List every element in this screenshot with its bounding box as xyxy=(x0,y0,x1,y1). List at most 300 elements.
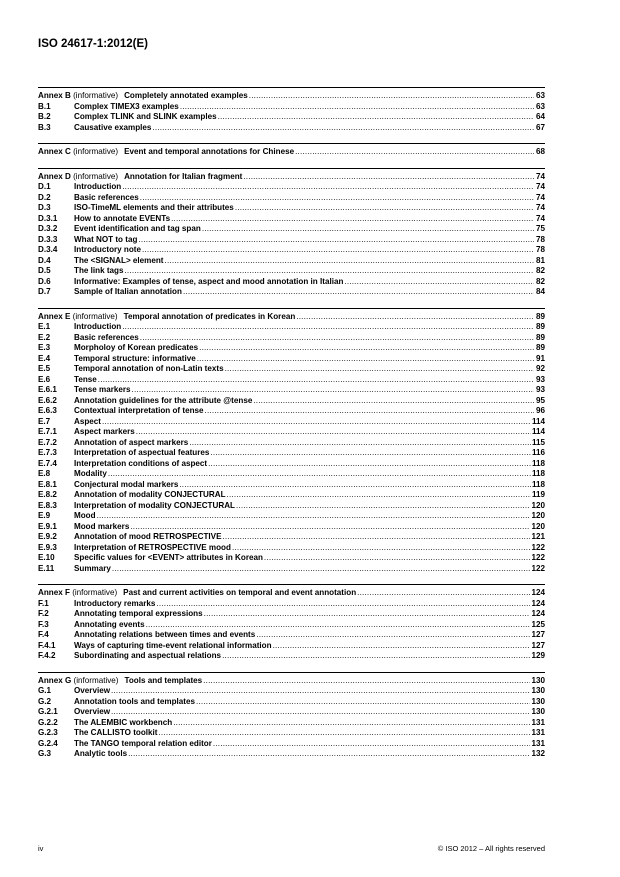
page-number: 120 xyxy=(531,500,545,510)
toc-entry[interactable] xyxy=(38,501,545,512)
annex-heading-entry[interactable] xyxy=(38,91,545,102)
page-number: 82 xyxy=(535,266,545,275)
section-title: The TANGO temporal relation editor xyxy=(74,738,212,748)
section-title: Ways of capturing time-event relational information xyxy=(74,640,272,650)
page-number: 132 xyxy=(531,749,545,758)
section-number: D.5 xyxy=(38,266,51,275)
dot-leader xyxy=(142,245,534,256)
dot-leader xyxy=(165,256,534,267)
section-number: B.2 xyxy=(38,112,51,121)
dot-leader xyxy=(112,564,531,575)
toc-entry[interactable] xyxy=(38,543,545,554)
dot-leader xyxy=(189,438,531,449)
page-footer xyxy=(38,844,545,853)
toc-entry[interactable] xyxy=(38,749,545,760)
annex-label: Annex G xyxy=(38,675,72,685)
section-title: Annotating temporal expressions xyxy=(74,609,203,618)
page-number: 130 xyxy=(531,686,545,695)
page-number: 63 xyxy=(535,101,545,111)
section-title: Complex TLINK and SLINK examples xyxy=(74,112,217,121)
dot-leader xyxy=(197,354,534,365)
annex-label: Annex E xyxy=(38,311,71,321)
toc-entry[interactable] xyxy=(38,739,545,750)
annex-title-text xyxy=(38,312,295,323)
page-number: 115 xyxy=(531,437,545,447)
toc-entry[interactable] xyxy=(38,343,545,354)
annex-type: (informative) xyxy=(73,675,119,685)
page-number: 125 xyxy=(531,619,545,629)
section-title: Tense markers xyxy=(74,385,131,394)
annex-label: Annex F xyxy=(38,588,70,597)
dot-leader xyxy=(203,676,530,687)
toc-entry[interactable] xyxy=(38,266,545,277)
section-title: Aspect markers xyxy=(74,427,135,436)
toc-entry[interactable] xyxy=(38,448,545,459)
table-of-contents xyxy=(38,87,545,760)
section-number: D.6 xyxy=(38,276,51,286)
annex-title-text xyxy=(38,588,356,599)
dot-leader xyxy=(236,501,531,512)
dot-leader xyxy=(264,553,531,564)
section-title: Interpretation of RETROSPECTIVE mood xyxy=(74,542,231,552)
page-number: 93 xyxy=(535,374,545,384)
section-number: E.11 xyxy=(38,563,55,573)
page-number: 74 xyxy=(535,182,545,191)
section-number: E.7.3 xyxy=(38,448,57,457)
page-number: 89 xyxy=(535,343,545,352)
toc-entry[interactable] xyxy=(38,277,545,288)
toc-entry[interactable] xyxy=(38,532,545,543)
section-title: Event identification and tag span xyxy=(74,224,201,233)
section-number: D.3 xyxy=(38,203,51,212)
section-number: E.7.2 xyxy=(38,437,57,447)
section-title: Summary xyxy=(74,563,111,573)
toc-entry[interactable] xyxy=(38,235,545,246)
toc-entry[interactable] xyxy=(38,438,545,449)
section-title: Contextual interpretation of tense xyxy=(74,406,204,415)
toc-entry[interactable] xyxy=(38,406,545,417)
annex-heading-entry[interactable] xyxy=(38,147,545,158)
annex-title-text xyxy=(38,91,248,102)
toc-entry[interactable] xyxy=(38,553,545,564)
section-number: E.6.1 xyxy=(38,385,57,394)
toc-entry[interactable] xyxy=(38,630,545,641)
toc-entry[interactable] xyxy=(38,651,545,662)
dot-leader xyxy=(232,543,531,554)
section-title: Complex TIMEX3 examples xyxy=(74,101,179,111)
annex-title-text xyxy=(38,676,202,687)
dot-leader xyxy=(235,203,534,214)
page-number: 122 xyxy=(531,563,545,573)
section-number: G.2.4 xyxy=(38,738,58,748)
section-number: G.3 xyxy=(38,749,52,758)
section-number: D.3.4 xyxy=(38,245,58,254)
section-title: Modality xyxy=(74,469,107,478)
toc-entry[interactable] xyxy=(38,287,545,298)
annex-block xyxy=(38,143,545,158)
toc-entry[interactable] xyxy=(38,728,545,739)
section-number: F.2 xyxy=(38,609,49,618)
annex-title-text xyxy=(38,147,294,158)
section-number: B.1 xyxy=(38,101,51,111)
dot-leader xyxy=(128,749,530,760)
section-number: F.4.2 xyxy=(38,651,56,660)
toc-entry[interactable] xyxy=(38,686,545,697)
section-title: Interpretation of modality CONJECTURAL xyxy=(74,500,235,510)
annex-heading-entry[interactable] xyxy=(38,312,545,323)
page-number: 75 xyxy=(535,224,545,233)
section-number: E.8.2 xyxy=(38,490,57,499)
section-number: E.7 xyxy=(38,416,51,426)
dot-leader xyxy=(111,707,530,718)
toc-entry[interactable] xyxy=(38,102,545,113)
annex-block xyxy=(38,584,545,662)
section-number: D.3.3 xyxy=(38,234,58,244)
dot-leader xyxy=(173,718,530,729)
page-number: 116 xyxy=(531,448,545,457)
toc-entry[interactable] xyxy=(38,564,545,575)
section-title: Annotating relations between times and events xyxy=(74,630,256,639)
page-number: 120 xyxy=(531,521,545,531)
footer-page-number: iv xyxy=(38,844,44,853)
dot-leader xyxy=(152,123,534,134)
toc-entry[interactable] xyxy=(38,641,545,652)
annex-type: (informative) xyxy=(73,147,119,156)
section-title: Annotation guidelines for the attribute @tense xyxy=(74,395,253,405)
dot-leader xyxy=(98,375,534,386)
page-number: 95 xyxy=(535,395,545,405)
section-number: E.10 xyxy=(38,553,55,562)
toc-entry[interactable] xyxy=(38,707,545,718)
section-number: G.1 xyxy=(38,686,52,695)
annex-type: (informative) xyxy=(73,91,119,100)
dot-leader xyxy=(156,599,530,610)
annex-type: (informative) xyxy=(73,171,119,181)
toc-entry[interactable] xyxy=(38,214,545,225)
dot-leader xyxy=(344,277,534,288)
dot-leader xyxy=(140,193,534,204)
page-number: 114 xyxy=(531,427,545,436)
section-number: E.9 xyxy=(38,511,51,520)
dot-leader xyxy=(158,728,530,739)
document-header: ISO 24617-1:2012(E) xyxy=(38,38,148,50)
page-number: 124 xyxy=(531,588,545,597)
section-number: D.3.2 xyxy=(38,224,58,233)
annex-type: (informative) xyxy=(72,588,118,597)
page-number: 122 xyxy=(531,553,545,562)
page-number: 78 xyxy=(535,245,545,254)
section-number: E.8 xyxy=(38,469,51,478)
section-title: The ALEMBIC workbench xyxy=(74,717,173,727)
page-number: 131 xyxy=(531,717,545,727)
dot-leader xyxy=(140,333,534,344)
section-number: E.4 xyxy=(38,353,51,363)
toc-entry[interactable] xyxy=(38,375,545,386)
dot-leader xyxy=(227,490,531,501)
section-number: E.2 xyxy=(38,332,51,342)
page-number: 124 xyxy=(531,609,545,618)
page-number: 118 xyxy=(531,458,545,468)
toc-entry[interactable] xyxy=(38,333,545,344)
dot-leader xyxy=(171,214,534,225)
annex-heading-entry[interactable] xyxy=(38,588,545,599)
dot-leader xyxy=(296,312,534,323)
dot-leader xyxy=(213,739,531,750)
section-title: Mood markers xyxy=(74,521,130,531)
section-number: D.4 xyxy=(38,255,51,265)
section-title: Aspect xyxy=(74,416,101,426)
annex-title-text xyxy=(38,172,242,183)
section-title: Annotation of mood RETROSPECTIVE xyxy=(74,532,222,541)
section-title: Overview xyxy=(74,707,110,716)
toc-entry[interactable] xyxy=(38,697,545,708)
toc-entry[interactable] xyxy=(38,322,545,333)
page-number: 119 xyxy=(531,490,545,499)
toc-entry[interactable] xyxy=(38,522,545,533)
section-title: How to annotate EVENTs xyxy=(74,213,171,223)
section-title: Introductory note xyxy=(74,245,141,254)
page-number: 84 xyxy=(535,287,545,296)
section-number: D.2 xyxy=(38,192,51,202)
page-number: 131 xyxy=(531,728,545,737)
toc-entry[interactable] xyxy=(38,480,545,491)
annex-label: Annex D xyxy=(38,171,71,181)
toc-entry[interactable] xyxy=(38,123,545,134)
page-number: 130 xyxy=(531,675,545,685)
page-number: 63 xyxy=(535,91,545,100)
dot-leader xyxy=(138,235,534,246)
section-title: Temporal annotation of non-Latin texts xyxy=(74,364,224,373)
dot-leader xyxy=(132,385,534,396)
toc-entry[interactable] xyxy=(38,203,545,214)
annex-type: (informative) xyxy=(72,311,118,321)
section-title: Overview xyxy=(74,686,110,695)
section-title: ISO-TimeML elements and their attributes xyxy=(74,203,234,212)
section-title: Causative examples xyxy=(74,122,152,132)
page-number: 120 xyxy=(531,511,545,520)
section-title: Mood xyxy=(74,511,96,520)
annex-block xyxy=(38,168,545,298)
page-number: 122 xyxy=(531,542,545,552)
dot-leader xyxy=(108,469,531,480)
page-number: 64 xyxy=(535,112,545,121)
annex-block xyxy=(38,87,545,133)
dot-leader xyxy=(146,620,531,631)
section-title: The link tags xyxy=(74,266,124,275)
toc-entry[interactable] xyxy=(38,511,545,522)
dot-leader xyxy=(179,480,531,491)
page-number: 92 xyxy=(535,364,545,373)
toc-entry[interactable] xyxy=(38,620,545,631)
section-title: Introduction xyxy=(74,182,122,191)
section-number: E.5 xyxy=(38,364,51,373)
section-number: D.7 xyxy=(38,287,51,296)
toc-entry[interactable] xyxy=(38,385,545,396)
dot-leader xyxy=(136,427,531,438)
section-title: Subordinating and aspectual relations xyxy=(74,651,222,660)
annex-title: Tools and templates xyxy=(124,675,203,685)
page-number: 131 xyxy=(531,738,545,748)
page-number: 74 xyxy=(535,192,545,202)
annex-title: Completely annotated examples xyxy=(124,91,248,100)
section-number: E.9.3 xyxy=(38,542,57,552)
annex-heading-entry[interactable] xyxy=(38,676,545,687)
annex-heading-entry[interactable] xyxy=(38,172,545,183)
section-number: E.9.1 xyxy=(38,521,57,531)
page-number: 118 xyxy=(531,479,545,489)
dot-leader xyxy=(102,417,531,428)
section-number: G.2 xyxy=(38,696,52,706)
dot-leader xyxy=(295,147,534,158)
page-number: 67 xyxy=(535,122,545,132)
toc-entry[interactable] xyxy=(38,182,545,193)
section-number: G.2.2 xyxy=(38,717,58,727)
page-number: 74 xyxy=(535,171,545,181)
dot-leader xyxy=(253,396,534,407)
section-title: Introductory remarks xyxy=(74,598,156,608)
section-number: E.1 xyxy=(38,322,51,331)
dot-leader xyxy=(97,511,531,522)
section-number: E.8.3 xyxy=(38,500,57,510)
section-title: Specific values for <EVENT> attributes in Korean xyxy=(74,553,263,562)
dot-leader xyxy=(208,459,531,470)
page-number: 81 xyxy=(535,255,545,265)
toc-entry[interactable] xyxy=(38,245,545,256)
section-number: F.1 xyxy=(38,598,49,608)
annex-block xyxy=(38,672,545,760)
page-number: 91 xyxy=(535,353,545,363)
section-title: Introduction xyxy=(74,322,122,331)
annex-block xyxy=(38,308,545,575)
page-number: 114 xyxy=(531,416,545,426)
toc-entry[interactable] xyxy=(38,490,545,501)
dot-leader xyxy=(243,172,534,183)
section-number: E.8.1 xyxy=(38,479,57,489)
section-number: D.3.1 xyxy=(38,213,58,223)
page-number: 124 xyxy=(531,598,545,608)
page-number: 96 xyxy=(535,406,545,415)
section-title: Annotation of modality CONJECTURAL xyxy=(74,490,226,499)
section-number: F.3 xyxy=(38,619,49,629)
section-number: F.4.1 xyxy=(38,640,56,650)
dot-leader xyxy=(256,630,530,641)
page-number: 89 xyxy=(535,311,545,321)
page-number: 89 xyxy=(535,332,545,342)
section-number: E.7.1 xyxy=(38,427,57,436)
section-number: G.2.1 xyxy=(38,707,58,716)
section-title: Conjectural modal markers xyxy=(74,479,179,489)
section-title: What NOT to tag xyxy=(74,234,138,244)
toc-entry[interactable] xyxy=(38,417,545,428)
dot-leader xyxy=(205,406,534,417)
page-number: 93 xyxy=(535,385,545,394)
section-number: D.1 xyxy=(38,182,51,191)
dot-leader xyxy=(122,322,534,333)
toc-entry[interactable] xyxy=(38,112,545,123)
section-number: E.6.2 xyxy=(38,395,57,405)
dot-leader xyxy=(357,588,530,599)
toc-entry[interactable] xyxy=(38,469,545,480)
dot-leader xyxy=(222,532,530,543)
section-title: The CALLISTO toolkit xyxy=(74,728,158,737)
dot-leader xyxy=(225,364,534,375)
page-number: 130 xyxy=(531,707,545,716)
section-number: F.4 xyxy=(38,630,49,639)
page-number: 127 xyxy=(531,630,545,639)
page-number: 68 xyxy=(535,147,545,156)
footer-copyright: © ISO 2012 – All rights reserved xyxy=(437,844,545,853)
dot-leader xyxy=(124,266,534,277)
annex-title: Event and temporal annotations for Chinese xyxy=(124,147,295,156)
dot-leader xyxy=(111,686,530,697)
section-title: Annotating events xyxy=(74,619,145,629)
section-title: Temporal structure: informative xyxy=(74,353,196,363)
dot-leader xyxy=(218,112,534,123)
section-number: E.9.2 xyxy=(38,532,57,541)
section-number: B.3 xyxy=(38,122,51,132)
toc-entry[interactable] xyxy=(38,396,545,407)
annex-label: Annex C xyxy=(38,147,71,156)
dot-leader xyxy=(180,102,534,113)
page-number: 118 xyxy=(531,469,545,478)
section-title: Morpholoy of Korean predicates xyxy=(74,343,199,352)
section-title: Basic references xyxy=(74,192,139,202)
annex-title: Temporal annotation of predicates in Korean xyxy=(123,311,296,321)
dot-leader xyxy=(202,224,534,235)
page-number: 89 xyxy=(535,322,545,331)
section-title: Basic references xyxy=(74,332,139,342)
toc-entry[interactable] xyxy=(38,459,545,470)
toc-entry[interactable] xyxy=(38,718,545,729)
dot-leader xyxy=(210,448,531,459)
toc-entry[interactable] xyxy=(38,354,545,365)
toc-entry[interactable] xyxy=(38,224,545,235)
section-title: Informative: Examples of tense, aspect and mood annotation in Italian xyxy=(74,276,344,286)
toc-entry[interactable] xyxy=(38,609,545,620)
page-number: 78 xyxy=(535,234,545,244)
section-title: The <SIGNAL> element xyxy=(74,255,164,265)
dot-leader xyxy=(249,91,534,102)
section-title: Interpretation conditions of aspect xyxy=(74,458,208,468)
toc-entry[interactable] xyxy=(38,193,545,204)
dot-leader xyxy=(196,697,531,708)
page-number: 74 xyxy=(535,203,545,212)
toc-entry[interactable] xyxy=(38,427,545,438)
annex-title: Past and current activities on temporal and event annotation xyxy=(123,588,357,597)
section-title: Interpretation of aspectual features xyxy=(74,448,210,457)
dot-leader xyxy=(122,182,534,193)
annex-label: Annex B xyxy=(38,91,71,100)
page-number: 82 xyxy=(535,276,545,286)
section-title: Tense xyxy=(74,374,97,384)
annex-title: Annotation for Italian fragment xyxy=(124,171,243,181)
section-title: Annotation of aspect markers xyxy=(74,437,189,447)
section-title: Sample of Italian annotation xyxy=(74,287,182,296)
page-number: 121 xyxy=(531,532,545,541)
page-number: 127 xyxy=(531,640,545,650)
dot-leader xyxy=(130,522,530,533)
dot-leader xyxy=(273,641,531,652)
toc-entry[interactable] xyxy=(38,256,545,267)
page-number: 129 xyxy=(531,651,545,660)
toc-entry[interactable] xyxy=(38,364,545,375)
page-number: 74 xyxy=(535,213,545,223)
page-number: 130 xyxy=(531,696,545,706)
section-title: Analytic tools xyxy=(74,749,128,758)
toc-entry[interactable] xyxy=(38,599,545,610)
section-number: E.3 xyxy=(38,343,51,352)
section-title: Annotation tools and templates xyxy=(74,696,195,706)
